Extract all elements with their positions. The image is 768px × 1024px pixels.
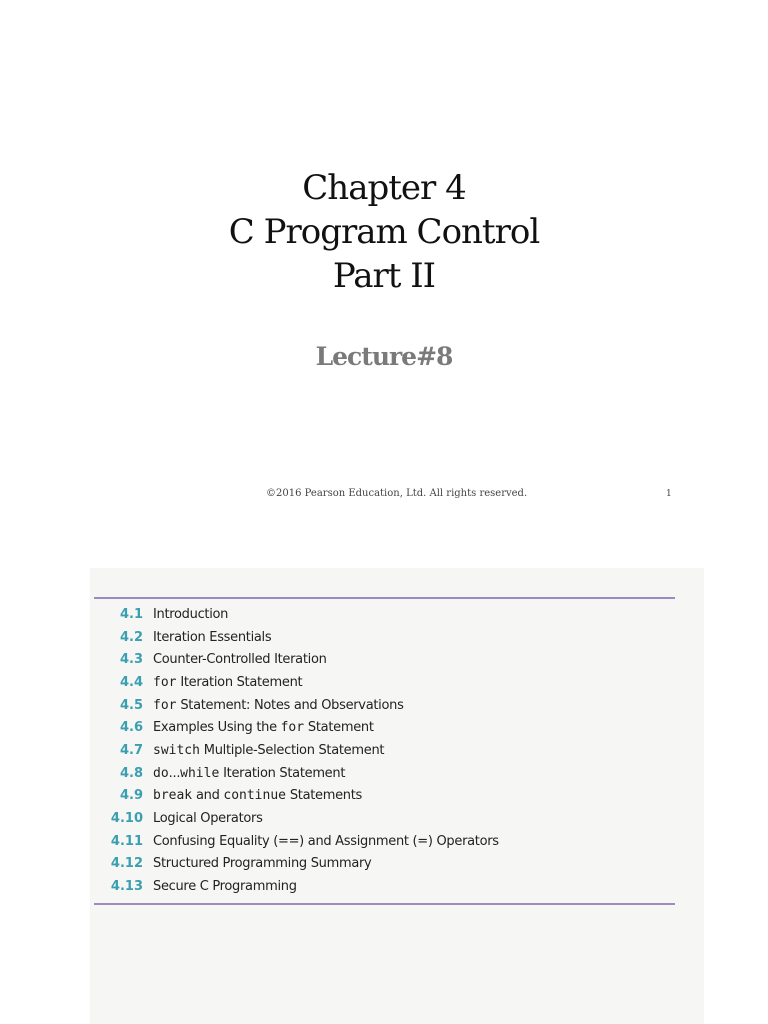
- toc-item-title: [153, 675, 302, 690]
- toc-item-code: for: [280, 720, 305, 736]
- toc-item: [94, 785, 675, 808]
- toc-item-text: Introduction: [153, 606, 229, 622]
- title-line-chapter: Chapter 4: [302, 168, 466, 208]
- toc-item-text: Counter-Controlled Iteration: [153, 652, 327, 668]
- toc-item-title: [153, 720, 374, 735]
- toc-item-title: [153, 652, 327, 667]
- toc-item-number: 4.13: [110, 879, 143, 895]
- toc-item-text: Secure C Programming: [153, 879, 297, 895]
- toc-item: [94, 853, 675, 876]
- toc-item-title: [153, 607, 228, 622]
- toc-item-number: 4.5: [119, 697, 143, 713]
- toc-item: [94, 626, 675, 649]
- toc-item-number: 4.4: [119, 674, 143, 690]
- page-number: 1: [666, 489, 672, 499]
- toc-item: [94, 739, 675, 762]
- toc-item: [94, 762, 675, 785]
- lecture-label: Lecture#8: [315, 342, 453, 371]
- toc-item-number: 4.12: [110, 856, 143, 872]
- toc-item-code: continue: [223, 788, 286, 804]
- toc-item-text: Confusing Equality (==) and Assignment (=) Operators: [153, 833, 499, 849]
- toc-item-title: [153, 856, 371, 871]
- toc-item-text: Examples Using the: [153, 720, 281, 736]
- outline-slide: [90, 568, 704, 1024]
- toc-item-number: 4.2: [119, 629, 143, 645]
- toc-item-code: for: [153, 674, 177, 690]
- toc-item: [94, 875, 675, 898]
- toc-item-text: and: [192, 788, 224, 804]
- toc-item: [94, 694, 675, 717]
- slide-title: [0, 166, 768, 298]
- toc-item-text: Multiple-Selection Statement: [199, 742, 385, 758]
- title-line-part: Part II: [332, 256, 436, 296]
- toc-item-code: switch: [153, 742, 200, 758]
- toc-item-text: Statement: [304, 720, 374, 736]
- toc-item-text: Logical Operators: [153, 811, 263, 827]
- toc-item-text: ...: [168, 765, 181, 781]
- toc-item-code: for: [153, 697, 177, 713]
- toc-item-text: Iteration Statement: [176, 674, 303, 690]
- toc-item-text: Iteration Essentials: [153, 629, 272, 645]
- table-of-contents: [94, 597, 675, 905]
- toc-item-title: [153, 788, 362, 803]
- title-line-topic: C Program Control: [228, 212, 540, 252]
- toc-item-title: [153, 879, 297, 894]
- copyright-notice: ©2016 Pearson Education, Ltd. All rights reserved.: [266, 488, 528, 499]
- toc-item-number: 4.6: [119, 720, 143, 736]
- toc-item-title: [153, 698, 404, 713]
- toc-item: [94, 830, 675, 853]
- toc-item-text: Structured Programming Summary: [153, 856, 372, 872]
- toc-item: [94, 716, 675, 739]
- toc-item-number: 4.3: [119, 652, 143, 668]
- toc-item-number: 4.10: [110, 811, 143, 827]
- toc-item-code: while: [180, 765, 220, 781]
- toc-item-number: 4.8: [119, 765, 143, 781]
- toc-item-number: 4.7: [119, 742, 143, 758]
- toc-item-text: Statements: [286, 788, 363, 804]
- toc-item-title: [153, 834, 499, 849]
- toc-item-title: [153, 630, 271, 645]
- toc-item-title: [153, 743, 384, 758]
- toc-item: [94, 648, 675, 671]
- toc-item-number: 4.11: [110, 833, 143, 849]
- toc-item: [94, 603, 675, 626]
- toc-item-title: [153, 766, 345, 781]
- toc-item-title: [153, 811, 263, 826]
- toc-item-text: Statement: Notes and Observations: [176, 697, 404, 713]
- toc-item: [94, 807, 675, 830]
- toc-item-text: Iteration Statement: [219, 765, 346, 781]
- toc-item-code: break: [153, 788, 193, 804]
- toc-item-number: 4.9: [119, 788, 143, 804]
- toc-item: [94, 671, 675, 694]
- toc-item-code: do: [153, 765, 169, 781]
- toc-item-number: 4.1: [119, 606, 143, 622]
